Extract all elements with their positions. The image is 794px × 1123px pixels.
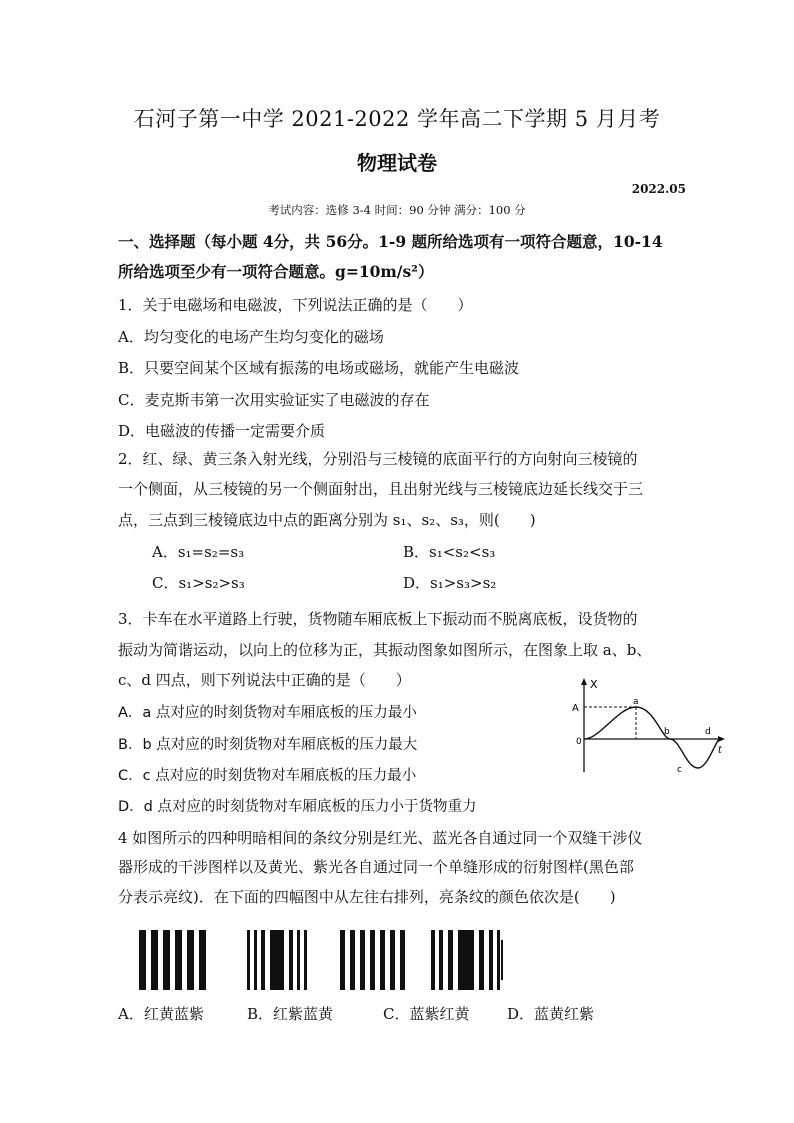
q4-line3: 分表示亮纹)．在下面的四幅图中从左往右排列，亮条纹的颜色依次是( ) bbox=[118, 888, 616, 906]
q2-line3: 点，三点到三棱镜底边中点的距离分别为 s₁、s₂、s₃，则( ) bbox=[118, 511, 536, 529]
q4-option-b: B．红紫蓝黄 bbox=[247, 1005, 334, 1023]
q2-option-b: B．s₁<s₂<s₃ bbox=[403, 543, 496, 561]
section-heading-line2: 所给选项至少有一项符合题意。g=10m/s²） bbox=[118, 262, 434, 281]
q3-option-d: D．d 点对应的时刻货物对车厢底板的压力小于货物重力 bbox=[118, 799, 477, 815]
graph-t-label: t bbox=[718, 745, 723, 756]
fringe-pattern-1 bbox=[138, 930, 210, 990]
q1-option-a: A．均匀变化的电场产生均匀变化的磁场 bbox=[118, 328, 384, 346]
q4-line1: 4 如图所示的四种明暗相间的条纹分别是红光、蓝光各自通过同一个双缝干涉仪 bbox=[118, 829, 643, 847]
graph-curve bbox=[584, 707, 720, 768]
exam-title: 石河子第一中学 2021-2022 学年高二下学期 5 月月考 bbox=[133, 107, 661, 131]
q1-option-c: C．麦克斯韦第一次用实验证实了电磁波的存在 bbox=[118, 391, 430, 409]
fringe-pattern-2 bbox=[246, 930, 312, 990]
graph-x-arrow bbox=[581, 678, 587, 685]
graph-origin-label: 0 bbox=[576, 737, 582, 747]
q2-line1: 2．红、绿、黄三条入射光线，分别沿与三棱镜的底面平行的方向射向三棱镜的 bbox=[118, 450, 638, 468]
q1-option-d: D．电磁波的传播一定需要介质 bbox=[118, 422, 326, 440]
graph-amp-label: A bbox=[572, 703, 579, 714]
q3-line2: 振动为简谐运动，以向上的位移为正，其振动图象如图所示，在图象上取 a、b、 bbox=[118, 641, 652, 659]
q2-option-c: C．s₁>s₂>s₃ bbox=[152, 574, 245, 592]
graph-point-c: c bbox=[677, 765, 682, 775]
exam-info: 考试内容：选修 3-4 时间：90 分钟 满分：100 分 bbox=[268, 203, 526, 217]
q4-option-c: C．蓝紫红黄 bbox=[383, 1005, 470, 1023]
q2-option-a: A．s₁=s₂=s₃ bbox=[152, 543, 245, 561]
graph-point-a: a bbox=[633, 697, 639, 707]
q4-line2: 器形成的干涉图样以及黄光、紫光各自通过同一个单缝形成的衍射图样(黑色部 bbox=[118, 858, 634, 876]
graph-x-label: X bbox=[590, 678, 598, 691]
exam-subtitle: 物理试卷 bbox=[357, 151, 437, 175]
q3-line3: c、d 四点，则下列说法中正确的是（ ） bbox=[118, 671, 411, 689]
exam-date: 2022.05 bbox=[631, 182, 686, 196]
q4-option-d: D．蓝黄红紫 bbox=[507, 1005, 595, 1023]
vibration-graph bbox=[570, 676, 730, 776]
q3-option-a: A．a 点对应的时刻货物对车厢底板的压力最小 bbox=[118, 705, 417, 721]
q4-option-a: A．红黄蓝紫 bbox=[118, 1005, 204, 1023]
q2-line2: 一个侧面，从三棱镜的另一个侧面射出，且出射光线与三棱镜底边延长线交于三 bbox=[118, 480, 644, 498]
fringe-pattern-4 bbox=[430, 930, 504, 990]
q1-option-b: B．只要空间某个区域有振荡的电场或磁场，就能产生电磁波 bbox=[118, 359, 520, 377]
q2-option-d: D．s₁>s₃>s₂ bbox=[403, 574, 497, 592]
q3-line1: 3．卡车在水平道路上行驶，货物随车厢底板上下振动而不脱离底板，设货物的 bbox=[118, 610, 638, 628]
graph-point-d: d bbox=[705, 727, 711, 737]
section-heading-line1: 一、选择题（每小题 4分，共 56分。1-9 题所给选项有一项符合题意，10-14 bbox=[118, 232, 663, 251]
fringe-pattern-3 bbox=[339, 930, 409, 990]
q3-option-b: B．b 点对应的时刻货物对车厢底板的压力最大 bbox=[118, 737, 418, 753]
q1-stem: 1．关于电磁场和电磁波，下列说法正确的是（ ） bbox=[118, 296, 473, 314]
graph-point-b: b bbox=[664, 727, 670, 737]
q3-option-c: C．c 点对应的时刻货物对车厢底板的压力最小 bbox=[118, 768, 417, 784]
